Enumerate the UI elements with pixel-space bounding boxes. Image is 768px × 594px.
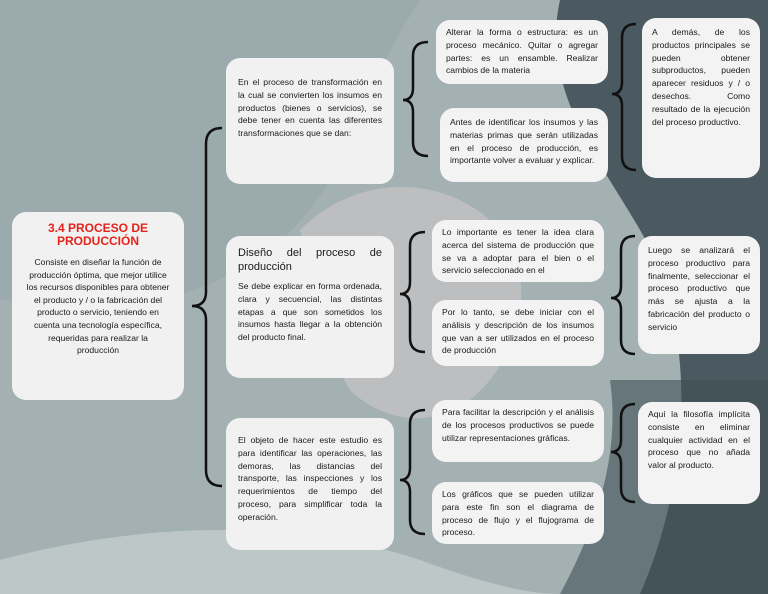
- level2-text-flow-diagrams: Los gráficos que se pueden utilizar para este fin son el diagrama de proceso de flujo y el flujograma de proceso.: [442, 489, 594, 538]
- level1-box-transformation: [226, 58, 394, 184]
- level2-text-alter-form: Alterar la forma o estructura: es un proceso mecánico. Quitar o agregar partes: es un ensamble. Realizar cambios de la materia: [446, 27, 598, 76]
- level3-box-byproducts: [642, 18, 760, 178]
- level3-text-byproducts: A demás, de los productos principales se pueden obtener subproductos, pueden aparecer residuos y / o desechos. Como resultado de la ejecución del proceso productivo.: [652, 27, 750, 127]
- level3-box-philosophy: [638, 402, 760, 504]
- level3-box-analyze-process: [638, 236, 760, 354]
- level2-box-clear-idea: [432, 220, 604, 282]
- level3-text-philosophy: Aquí la filosofía implícita consiste en eliminar cualquier actividad en el proceso que no añada valor al producto.: [648, 409, 750, 471]
- level1-box-objective: [226, 418, 394, 550]
- level2-box-identify-inputs: [440, 108, 608, 182]
- level1-title-design: Diseño del proceso de producción: [238, 247, 382, 273]
- level3-text-analyze-process: Luego se analizará el proceso productivo para finalmente, seleccionar el proceso productivo que más se ajusta a la fabricación del producto o servicio: [648, 245, 750, 332]
- level2-text-start-analysis: Por lo tanto, se debe iniciar con el análisis y descripción de los insumos que van a ser utilizados en el proceso de producción: [442, 307, 594, 356]
- level2-box-graphic-representations: [432, 400, 604, 462]
- level2-box-start-analysis: [432, 300, 604, 366]
- level1-text-design: Se debe explicar en forma ordenada, clara y secuencial, las distintas etapas a que son sometidos los insumos hasta llegar a la obtención del producto final.: [238, 281, 382, 343]
- level2-box-flow-diagrams: [432, 482, 604, 544]
- level2-text-graphic-representations: Para facilitar la descripción y el análisis de los procesos productivos se puede utilizar representaciones gráficas.: [442, 407, 594, 443]
- level1-box-design: [226, 236, 394, 378]
- level1-text-transformation: En el proceso de transformación en la cual se convierten los insumos en productos (bienes o servicios), se debe tener en cuenta las diferentes transformaciones que se dan:: [238, 77, 382, 139]
- main-topic-title: 3.4 PROCESO DE PRODUCCIÓN: [47, 221, 149, 248]
- level2-box-alter-form: [436, 20, 608, 84]
- level2-text-identify-inputs: Antes de identificar los insumos y las materias primas que serán utilizadas en el proceso de producción, es importante volver a evaluar y explicar.: [450, 117, 598, 166]
- level2-text-clear-idea: Lo importante es tener la idea clara acerca del sistema de producción que se va a adoptar para el bien o el servicio seleccionado en el: [442, 227, 594, 276]
- main-topic-box: [12, 212, 184, 400]
- main-topic-description: Consiste en diseñar la función de producción óptima, que mejor utilice los recursos disponibles para obtener el producto y / o la fabricación del producto o servicio, teniendo en cuenta una tecnología específica, requeridas para realizar la producción: [26, 257, 170, 356]
- level1-text-objective: El objeto de hacer este estudio es para identificar las operaciones, las demoras, las distancias del transporte, las inspecciones y los requerimientos de tiempo del proceso, para simplificar toda la operación.: [238, 435, 382, 522]
